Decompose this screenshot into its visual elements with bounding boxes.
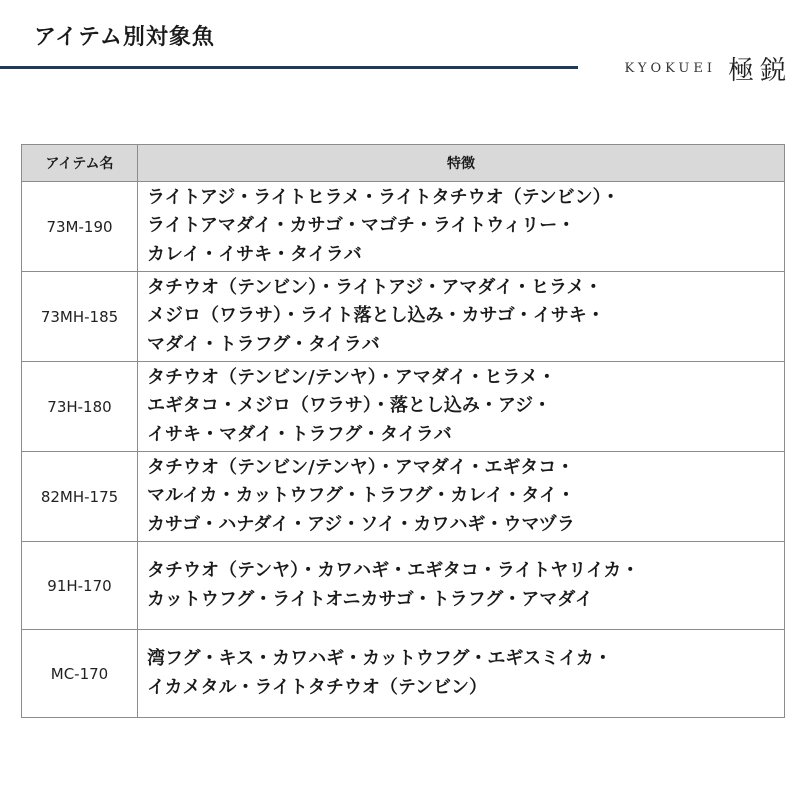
brand-kanji: 極鋭 [727,56,792,86]
brand-rule [0,66,578,69]
features-cell: 湾フグ・キス・カワハギ・カットウフグ・エギスミイカ・ イカメタル・ライトタチウオ（テンビン） [138,630,785,718]
features-cell: タチウオ（テンビン/テンヤ）・アマダイ・ヒラメ・ エギタコ・メジロ（ワラサ）・落とし込み・アジ・ イサキ・マダイ・トラフグ・タイラバ [138,362,785,452]
table-row [22,272,785,362]
brand-logo [625,50,792,87]
table-header-row [22,145,785,182]
page-title: アイテム別対象魚 [34,25,215,50]
table-row [22,452,785,542]
brand-latin: KYOKUEI [624,61,716,76]
table-row [22,630,785,718]
item-name-cell: 73MH-185 [22,272,138,362]
table-row [22,542,785,630]
features-cell: タチウオ（テンヤ）・カワハギ・エギタコ・ライトヤリイカ・ カットウフグ・ライトオニカサゴ・トラフグ・アマダイ [138,542,785,630]
features-cell: タチウオ（テンビン/テンヤ）・アマダイ・エギタコ・ マルイカ・カットウフグ・トラフグ・カレイ・タイ・ カサゴ・ハナダイ・アジ・ソイ・カワハギ・ウマヅラ [138,452,785,542]
target-fish-table [21,144,785,718]
features-cell: タチウオ（テンビン）・ライトアジ・アマダイ・ヒラメ・ メジロ（ワラサ）・ライト落とし込み・カサゴ・イサキ・ マダイ・トラフグ・タイラバ [138,272,785,362]
table-row [22,182,785,272]
item-name-cell: 73M-190 [22,182,138,272]
item-name-cell: 91H-170 [22,542,138,630]
features-cell: ライトアジ・ライトヒラメ・ライトタチウオ（テンビン）・ ライトアマダイ・カサゴ・マゴチ・ライトウィリー・ カレイ・イサキ・タイラバ [138,182,785,272]
column-header-features: 特徴 [138,145,785,182]
item-name-cell: 73H-180 [22,362,138,452]
table-row [22,362,785,452]
column-header-item-name: アイテム名 [22,145,138,182]
item-name-cell: MC-170 [22,630,138,718]
item-name-cell: 82MH-175 [22,452,138,542]
